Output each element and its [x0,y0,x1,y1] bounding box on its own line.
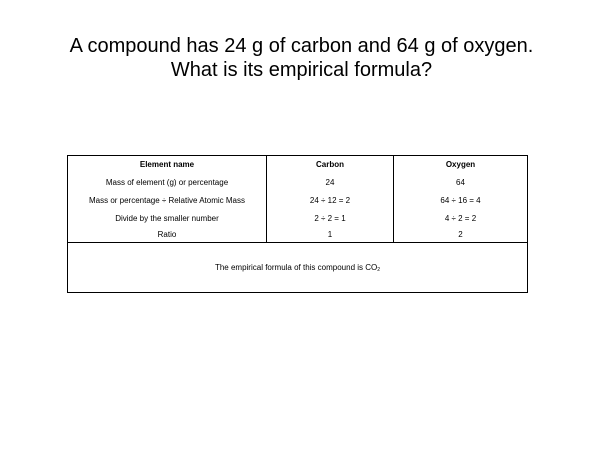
summary-subscript: 2 [377,266,381,273]
carbon-divide-smaller: 2 ÷ 2 = 1 [267,209,394,227]
table-row [68,209,528,227]
row-label-divide-ram: Mass or percentage ÷ Relative Atomic Mass [68,191,267,209]
empirical-formula-table [67,155,528,293]
header-carbon: Carbon [267,156,394,174]
question-text [0,34,603,82]
oxygen-mass: 64 [394,173,528,191]
oxygen-divide-smaller: 4 ÷ 2 = 2 [394,209,528,227]
row-label-divide-smaller: Divide by the smaller number [68,209,267,227]
question-line-2: What is its empirical formula? [170,59,433,81]
table-row [68,191,528,209]
oxygen-divide-ram: 64 ÷ 16 = 4 [394,191,528,209]
summary-text: The empirical formula of this compound is CO [214,262,378,272]
oxygen-ratio: 2 [394,227,528,243]
summary-row [68,243,528,293]
header-oxygen: Oxygen [394,156,528,174]
table-row [68,173,528,191]
carbon-divide-ram: 24 ÷ 12 = 2 [267,191,394,209]
table-row [68,227,528,243]
table-header-row [68,156,528,174]
question-line-1: A compound has 24 g of carbon and 64 g of oxygen. [69,35,534,57]
carbon-mass: 24 [267,173,394,191]
carbon-ratio: 1 [267,227,394,243]
header-element-name: Element name [68,156,267,174]
row-label-ratio: Ratio [68,227,267,243]
row-label-mass: Mass of element (g) or percentage [68,173,267,191]
summary-cell [68,243,528,293]
